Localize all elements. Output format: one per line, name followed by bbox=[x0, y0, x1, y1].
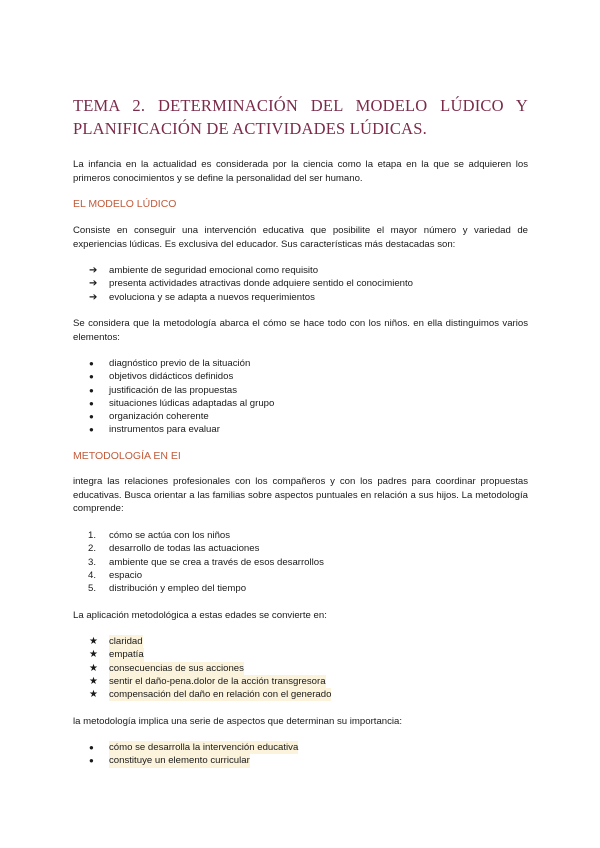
list-number: 4. bbox=[88, 569, 97, 581]
list-item bbox=[73, 529, 513, 542]
list-number: 2. bbox=[88, 543, 97, 555]
star-icon: ★ bbox=[89, 675, 98, 687]
star-icon: ★ bbox=[89, 649, 98, 661]
list-item bbox=[73, 357, 513, 370]
aspectos-paragraph: la metodología implica una serie de aspectos que determinan su importancia: bbox=[73, 716, 403, 727]
list-item-text: diagnóstico previo de la situación bbox=[109, 358, 251, 369]
list-number: 3. bbox=[88, 556, 97, 568]
arrow-list bbox=[73, 264, 513, 304]
modelo-ludico-paragraph: Consiste en conseguir una intervención educativa que posibilite el mayor número y variedad de experiencias lúdicas. Es exclusiva del educador. Sus características más destacadas son: bbox=[73, 225, 528, 250]
list-item-text: compensación del daño en relación con el generado bbox=[109, 689, 332, 701]
list-item bbox=[73, 542, 513, 555]
list-item-text: distribución y empleo del tiempo bbox=[109, 583, 247, 595]
list-item-text: consecuencias de sus acciones bbox=[109, 662, 244, 674]
list-item-text: cómo se actúa con los niños bbox=[109, 530, 231, 541]
list-item bbox=[73, 277, 513, 290]
list-item-text: instrumentos para evaluar bbox=[109, 424, 220, 436]
list-item bbox=[73, 569, 513, 582]
list-item-text: empatía bbox=[109, 649, 144, 661]
list-item bbox=[73, 635, 513, 648]
list-item bbox=[73, 741, 513, 754]
list-item bbox=[73, 582, 513, 595]
arrow-icon: ➔ bbox=[89, 291, 98, 303]
bullet-icon: ● bbox=[89, 385, 94, 395]
list-number: 5. bbox=[88, 583, 97, 595]
list-item-text: ambiente que se crea a través de esos desarrollos bbox=[109, 556, 324, 568]
bullet-icon: ● bbox=[89, 743, 94, 752]
arrow-icon: ➔ bbox=[89, 278, 98, 290]
list-item bbox=[73, 675, 513, 688]
list-item bbox=[73, 648, 513, 661]
bullet-icon: ● bbox=[89, 372, 94, 382]
bullet-icon: ● bbox=[89, 359, 94, 368]
list-item bbox=[73, 370, 513, 383]
list-item bbox=[73, 397, 513, 410]
list-item bbox=[73, 423, 513, 436]
list-number: 1. bbox=[88, 530, 97, 541]
list-item bbox=[73, 384, 513, 397]
arrow-icon: ➔ bbox=[89, 265, 98, 276]
metodologia-ei-paragraph: integra las relaciones profesionales con los compañeros y con los padres para coordinar propuestas educativas. Busca orientar a las familias sobre aspectos puntuales en relación a sus hijos. La metodología comprende: bbox=[73, 476, 528, 515]
bullet-icon: ● bbox=[89, 756, 94, 766]
star-icon: ★ bbox=[89, 689, 98, 701]
metodologia-paragraph: Se considera que la metodología abarca el cómo se hace todo con los niños. en ella distinguimos varios elementos: bbox=[73, 318, 528, 343]
list-item bbox=[73, 754, 513, 767]
list-item bbox=[73, 410, 513, 423]
bullet-icon: ● bbox=[89, 412, 94, 422]
list-item-text: cómo se desarrolla la intervención educativa bbox=[109, 742, 299, 753]
list-item-text: espacio bbox=[109, 569, 143, 581]
aplicacion-paragraph: La aplicación metodológica a estas edades se convierte en: bbox=[73, 610, 327, 621]
bullet-icon: ● bbox=[89, 425, 94, 435]
list-item bbox=[73, 291, 513, 304]
list-item bbox=[73, 264, 513, 277]
numbered-list bbox=[73, 529, 513, 595]
list-item bbox=[73, 662, 513, 675]
section-heading-modelo-ludico: EL MODELO LÚDICO bbox=[73, 198, 177, 210]
list-item-text: claridad bbox=[109, 636, 143, 647]
final-bullet-list bbox=[73, 741, 513, 768]
star-icon: ★ bbox=[89, 636, 98, 647]
list-item-text: sentir el daño-pena.dolor de la acción transgresora bbox=[109, 675, 326, 687]
list-item-text: justificación de las propuestas bbox=[109, 384, 237, 396]
list-item-text: constituye un elemento curricular bbox=[109, 755, 250, 767]
list-item-text: organización coherente bbox=[109, 411, 209, 423]
list-item-text: evoluciona y se adapta a nuevos requerimientos bbox=[109, 291, 315, 303]
document-title: TEMA 2. DETERMINACIÓN DEL MODELO LÚDICO Y PLANIFICACIÓN DE ACTIVIDADES LÚDICAS. bbox=[73, 96, 528, 138]
list-item-text: situaciones lúdicas adaptadas al grupo bbox=[109, 397, 275, 409]
star-icon: ★ bbox=[89, 662, 98, 674]
bullet-list bbox=[73, 357, 513, 437]
list-item-text: ambiente de seguridad emocional como requisito bbox=[109, 265, 319, 276]
star-list bbox=[73, 635, 513, 701]
section-heading-metodologia: METODOLOGÍA EN EI bbox=[73, 450, 181, 462]
list-item-text: presenta actividades atractivas donde adquiere sentido el conocimiento bbox=[109, 278, 413, 290]
list-item bbox=[73, 688, 513, 701]
list-item-text: objetivos didácticos definidos bbox=[109, 371, 234, 383]
list-item-text: desarrollo de todas las actuaciones bbox=[109, 543, 260, 555]
list-item bbox=[73, 556, 513, 569]
intro-paragraph: La infancia en la actualidad es considerada por la ciencia como la etapa en la que se adquieren los primeros conocimientos y se define la personalidad del ser humano. bbox=[73, 159, 528, 184]
bullet-icon: ● bbox=[89, 398, 94, 408]
